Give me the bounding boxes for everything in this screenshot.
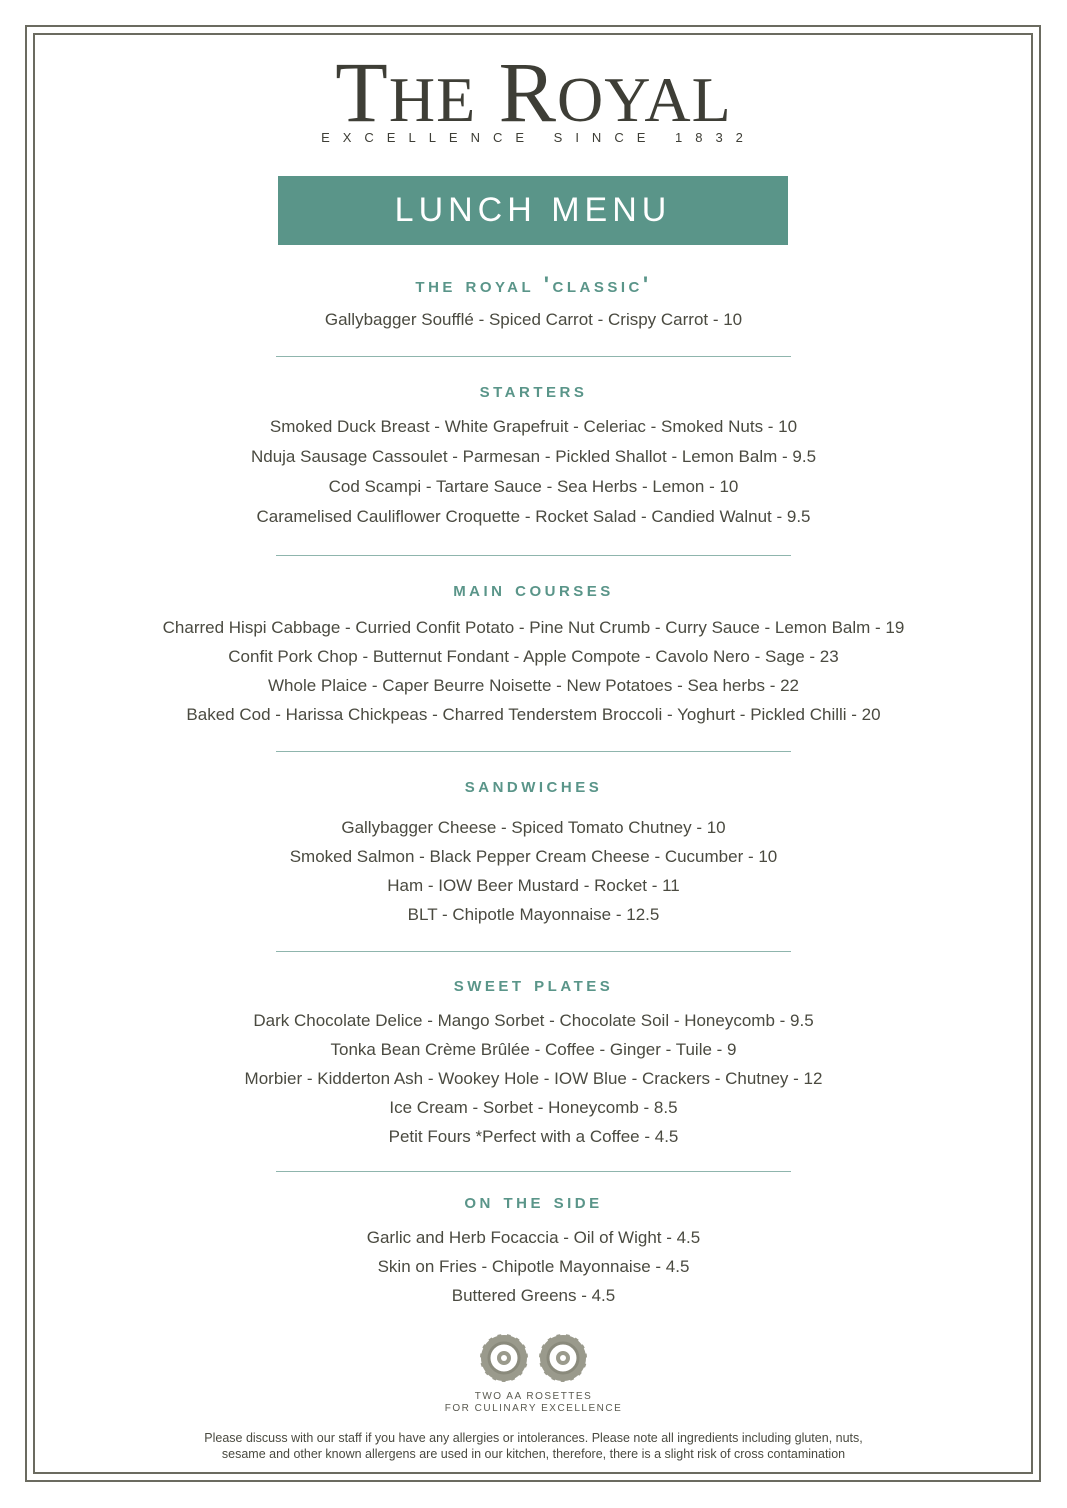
- menu-title-banner: LUNCH MENU: [278, 176, 788, 245]
- section-title: starters: [479, 377, 588, 402]
- allergen-notice-line-2: sesame and other known allergens are used in our kitchen, therefore, there is a slight risk of cross contamination: [221, 1447, 846, 1461]
- divider: [276, 951, 791, 952]
- menu-item: Smoked Salmon - Black Pepper Cream Cheese - Cucumber - 10: [289, 847, 778, 866]
- section-title: main courses: [453, 576, 614, 601]
- menu-item: Petit Fours *Perfect with a Coffee - 4.5: [388, 1127, 679, 1146]
- menu-item: Caramelised Cauliflower Croquette - Rocket Salad - Candied Walnut - 9.5: [256, 507, 811, 526]
- menu-item: Morbier - Kidderton Ash - Wookey Hole - IOW Blue - Crackers - Chutney - 12: [244, 1069, 823, 1088]
- menu-item: Buttered Greens - 4.5: [451, 1286, 616, 1305]
- menu-item: Ice Cream - Sorbet - Honeycomb - 8.5: [389, 1098, 678, 1117]
- menu-item: Ham - IOW Beer Mustard - Rocket - 11: [387, 876, 680, 895]
- menu-item: Whole Plaice - Caper Beurre Noisette - New Potatoes - Sea herbs - 22: [267, 676, 800, 695]
- menu-item: Smoked Duck Breast - White Grapefruit - Celeriac - Smoked Nuts - 10: [269, 417, 798, 436]
- section-title: the royal 'classic': [415, 272, 652, 297]
- brand-logo: THE ROYAL: [335, 44, 732, 140]
- section-starters: [0, 377, 1067, 527]
- allergen-notice: [0, 1430, 1067, 1462]
- section-classic: [0, 272, 1067, 330]
- allergen-notice-line-1: Please discuss with our staff if you have any allergies or intolerances. Please note all ingredients including gluten, nuts,: [204, 1431, 863, 1445]
- menu-item: Dark Chocolate Delice - Mango Sorbet - Chocolate Soil - Honeycomb - 9.5: [253, 1011, 814, 1030]
- menu-item: Charred Hispi Cabbage - Curried Confit Potato - Pine Nut Crumb - Curry Sauce - Lemon Balm - 19: [162, 618, 905, 637]
- menu-item: Tonka Bean Crème Brûlée - Coffee - Ginger - Tuile - 9: [330, 1040, 737, 1059]
- section-on-the-side: [0, 1188, 1067, 1306]
- menu-item: Gallybagger Cheese - Spiced Tomato Chutney - 10: [341, 818, 726, 837]
- menu-item: Confit Pork Chop - Butternut Fondant - Apple Compote - Cavolo Nero - Sage - 23: [228, 647, 839, 666]
- menu-item: BLT - Chipotle Mayonnaise - 12.5: [407, 905, 660, 924]
- section-sweet-plates: [0, 971, 1067, 1147]
- rosette-caption-1: TWO AA ROSETTES: [474, 1391, 593, 1402]
- section-title: on the side: [464, 1188, 603, 1213]
- menu-item: Skin on Fries - Chipotle Mayonnaise - 4.5: [377, 1257, 690, 1276]
- divider: [276, 555, 791, 556]
- divider: [276, 356, 791, 357]
- menu-item: Gallybagger Soufflé - Spiced Carrot - Crispy Carrot - 10: [324, 310, 743, 329]
- menu-item: Garlic and Herb Focaccia - Oil of Wight - 4.5: [366, 1228, 701, 1247]
- aa-rosettes-award: [0, 1330, 1067, 1415]
- section-sandwiches: [0, 772, 1067, 925]
- section-title: sweet plates: [453, 971, 614, 996]
- rosette-caption-2: FOR CULINARY EXCELLENCE: [444, 1403, 623, 1414]
- menu-item: Nduja Sausage Cassoulet - Parmesan - Pickled Shallot - Lemon Balm - 9.5: [250, 447, 817, 466]
- section-title: sandwiches: [464, 772, 603, 797]
- brand-tagline: EXCELLENCE SINCE 1832: [321, 130, 756, 145]
- menu-item: Baked Cod - Harissa Chickpeas - Charred Tenderstem Broccoli - Yoghurt - Pickled Chilli - 20: [186, 705, 881, 724]
- section-main-courses: [0, 576, 1067, 725]
- rosette-icon: [474, 1330, 594, 1386]
- divider: [276, 1171, 791, 1172]
- divider: [276, 751, 791, 752]
- menu-item: Cod Scampi - Tartare Sauce - Sea Herbs - Lemon - 10: [328, 477, 739, 496]
